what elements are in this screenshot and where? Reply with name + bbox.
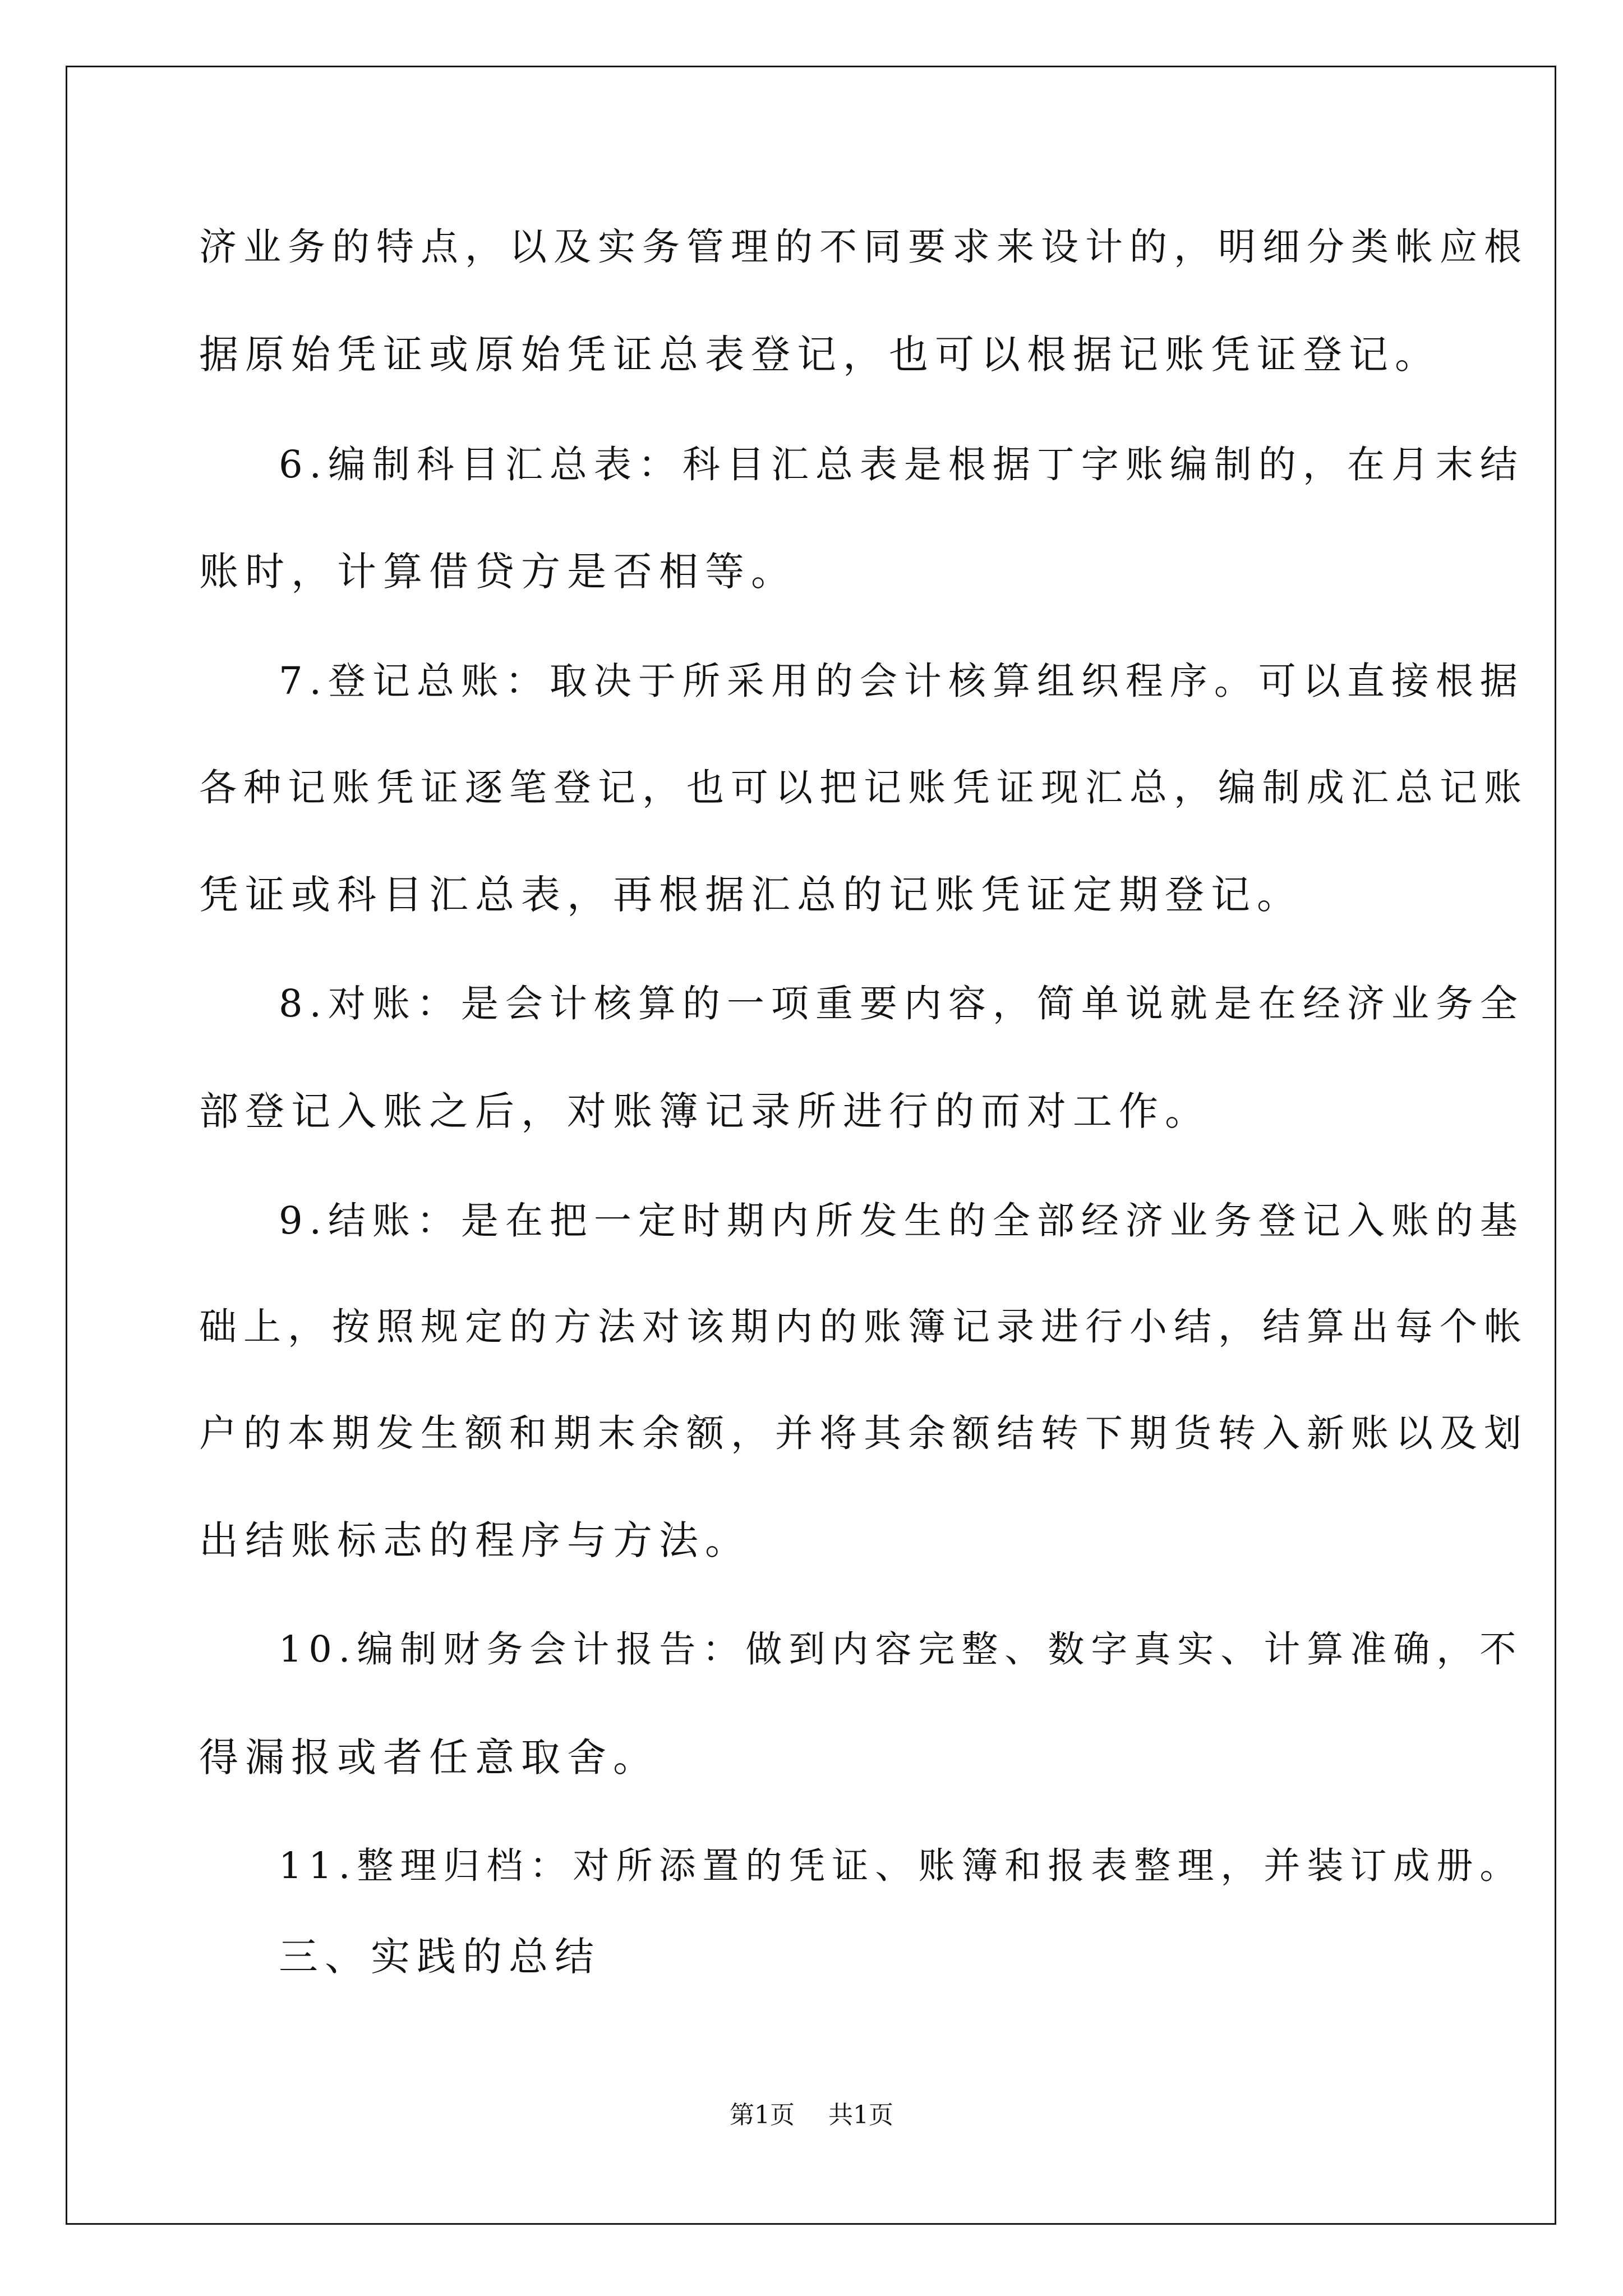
paragraph-item-7-line: 凭证或科目汇总表，再根据汇总的记账凭证定期登记。 [199, 872, 1303, 918]
paragraph-continuation-line: 据原始凭证或原始凭证总表登记，也可以根据记账凭证登记。 [199, 332, 1441, 378]
paragraph-item-8-line: 部登记入账之后，对账簿记录所进行的而对工作。 [199, 1088, 1211, 1134]
page-number: 第1页 [730, 2101, 795, 2129]
paragraph-item-9-line: 础上，按照规定的方法对该期内的账簿记录进行小结，结算出每个帐 [199, 1305, 1528, 1349]
paragraph-item-6-line: 6.编制科目汇总表：科目汇总表是根据丁字账编制的，在月末结 [279, 443, 1524, 486]
page-footer [0, 2103, 1623, 2128]
paragraph-item-6-line: 账时，计算借贷方是否相等。 [199, 549, 797, 595]
paragraph-item-9-line: 出结账标志的程序与方法。 [199, 1517, 751, 1563]
paragraph-item-9-line: 户的本期发生额和期末余额，并将其余额结转下期货转入新账以及划 [199, 1411, 1528, 1455]
paragraph-item-9-line: 9.结账：是在把一定时期内所发生的全部经济业务登记入账的基 [279, 1199, 1524, 1243]
page-total: 共1页 [828, 2101, 893, 2129]
paragraph-item-7-line: 7.登记总账：取决于所采用的会计核算组织程序。可以直接根据 [279, 659, 1524, 703]
paragraph-item-10-line: 10.编制财务会计报告：做到内容完整、数字真实、计算准确，不 [279, 1628, 1523, 1671]
paragraph-item-11-line: 11.整理归档：对所添置的凭证、账簿和报表整理，并装订成册。 [279, 1845, 1523, 1887]
paragraph-item-7-line: 各种记账凭证逐笔登记，也可以把记账凭证现汇总，编制成汇总记账 [199, 766, 1528, 809]
paragraph-continuation-line: 济业务的特点，以及实务管理的不同要求来设计的，明细分类帐应根 [199, 225, 1528, 269]
page-border [66, 66, 1556, 2225]
section-heading: 三、实践的总结 [279, 1934, 601, 1980]
paragraph-item-8-line: 8.对账：是会计核算的一项重要内容，简单说就是在经济业务全 [279, 982, 1524, 1025]
paragraph-item-10-line: 得漏报或者任意取舍。 [199, 1734, 659, 1780]
